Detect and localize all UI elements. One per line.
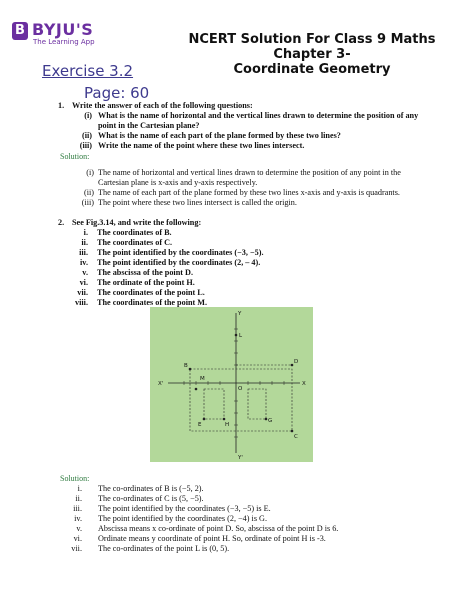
q1-number: 1. [58, 101, 65, 110]
q2-part-label: vii. [77, 288, 88, 297]
q2-part-text: The coordinates of C. [97, 238, 173, 247]
q2-number: 2. [58, 218, 65, 227]
point-c [291, 430, 294, 433]
q1-text: Write the answer of each of the following questions: [72, 101, 253, 110]
q1-part-label: (ii) [81, 131, 92, 140]
coordinate-figure [150, 307, 313, 462]
point-b [189, 368, 192, 371]
q2-part-text: The point identified by the coordinates (2, – 4). [97, 258, 261, 267]
axis-label-x-neg: X' [158, 381, 164, 387]
q2-answer-label: ii. [75, 494, 82, 503]
point-label-e: E [198, 422, 202, 428]
q2-answer-text: The co-ordinates of B is (−5, 2). [98, 484, 204, 493]
q2-answer-text: The co-ordinates of the point L is (0, 5). [98, 544, 230, 553]
q2-text: See Fig.3.14, and write the following: [72, 218, 202, 227]
q1-part-label: (iii) [79, 141, 92, 150]
q2-part-text: The abscissa of the point D. [97, 268, 193, 277]
logo-tagline: The Learning App [33, 38, 95, 46]
q2-part-label: viii. [75, 298, 88, 307]
q1-answer-label: (iii) [81, 198, 94, 207]
point-label-m: M [200, 376, 205, 382]
solution-label-2: Solution: [60, 474, 90, 483]
axis-label-x: X [302, 381, 306, 387]
q2-answer-label: iv. [74, 514, 82, 523]
byjus-logo-icon: B [12, 22, 28, 40]
q2-part-label: ii. [81, 238, 88, 247]
q2-part-label: iv. [80, 258, 88, 267]
point-d [291, 364, 294, 367]
q2-answer-text: Ordinate means y coordinate of point H. So, ordinate of point H is -3. [98, 534, 326, 543]
q2-answer-text: The co-ordinates of C is (5, −5). [98, 494, 204, 503]
q1-answer-text: The name of each part of the plane formed by these two lines x-axis and y-axis is quadrants. [98, 188, 400, 197]
q1-answer-text: The name of horizontal and vertical lines drawn to determine the position of any point in the [98, 168, 401, 177]
solution-label: Solution: [60, 152, 90, 161]
point-h [223, 418, 226, 421]
q1-answer-text: Cartesian plane is x-axis and y-axis respectively. [98, 178, 258, 187]
q2-answer-label: v. [76, 524, 82, 533]
q1-part-label: (i) [84, 111, 92, 120]
q2-answer-label: iii. [73, 504, 82, 513]
exercise-heading: Exercise 3.2 [42, 62, 134, 80]
q2-part-label: vi. [79, 278, 88, 287]
q1-part-text: Write the name of the point where these two lines intersect. [98, 141, 305, 150]
point-g [265, 418, 268, 421]
point-label-b: B [184, 363, 188, 369]
q1-answer-text: The point where these two lines intersect is called the origin. [98, 198, 297, 207]
q2-part-text: The coordinates of B. [97, 228, 172, 237]
q2-answer-text: The point identified by the coordinates (2, −4) is G. [98, 514, 268, 523]
point-label-d: D [294, 359, 299, 365]
q2-part-text: The coordinates of the point M. [97, 298, 208, 307]
point-m [195, 388, 198, 391]
q2-answer-label: vi. [73, 534, 82, 543]
logo-name: BYJU'S [32, 20, 94, 39]
q2-part-label: i. [83, 228, 88, 237]
q2-part-text: The ordinate of the point H. [97, 278, 195, 287]
q1-part-text: What is the name of each part of the plane formed by these two lines? [98, 131, 341, 140]
q2-part-label: iii. [79, 248, 88, 257]
q1-answer-label: (ii) [83, 188, 94, 197]
point-label-l: L [239, 333, 243, 339]
page-heading: Page: 60 [84, 84, 150, 102]
q2-answer-label: vii. [71, 544, 82, 553]
figure-background [150, 307, 313, 462]
q2-part-text: The point identified by the coordinates (−3, −5). [97, 248, 264, 257]
title-line-2: Coordinate Geometry [233, 62, 391, 77]
point-label-h: H [225, 422, 230, 428]
q1-part-text: point in the Cartesian plane? [98, 121, 200, 130]
title-line-1: NCERT Solution For Class 9 Maths Chapter 3- [188, 32, 436, 62]
point-e [203, 418, 206, 421]
point-label-g: G [268, 418, 273, 424]
q2-part-text: The coordinates of the point L. [97, 288, 205, 297]
q2-answer-label: i. [77, 484, 82, 493]
point-label-c: C [294, 434, 298, 440]
axis-label-y: Y [238, 311, 242, 317]
page-title [162, 32, 462, 77]
q2-answer-text: The point identified by the coordinates (−3, −5) is E. [98, 504, 271, 513]
q1-answer-label: (i) [86, 168, 94, 177]
q1-part-text: What is the name of horizontal and the vertical lines drawn to determine the position of any [98, 111, 419, 120]
q2-answer-text: Abscissa means x co-ordinate of point D. So, abscissa of the point D is 6. [98, 524, 339, 533]
coordinate-figure-svg [150, 307, 313, 462]
origin-label: O [238, 386, 243, 392]
axis-label-y-neg: Y' [238, 455, 243, 461]
q2-part-label: v. [82, 268, 88, 277]
point-l [235, 334, 238, 337]
